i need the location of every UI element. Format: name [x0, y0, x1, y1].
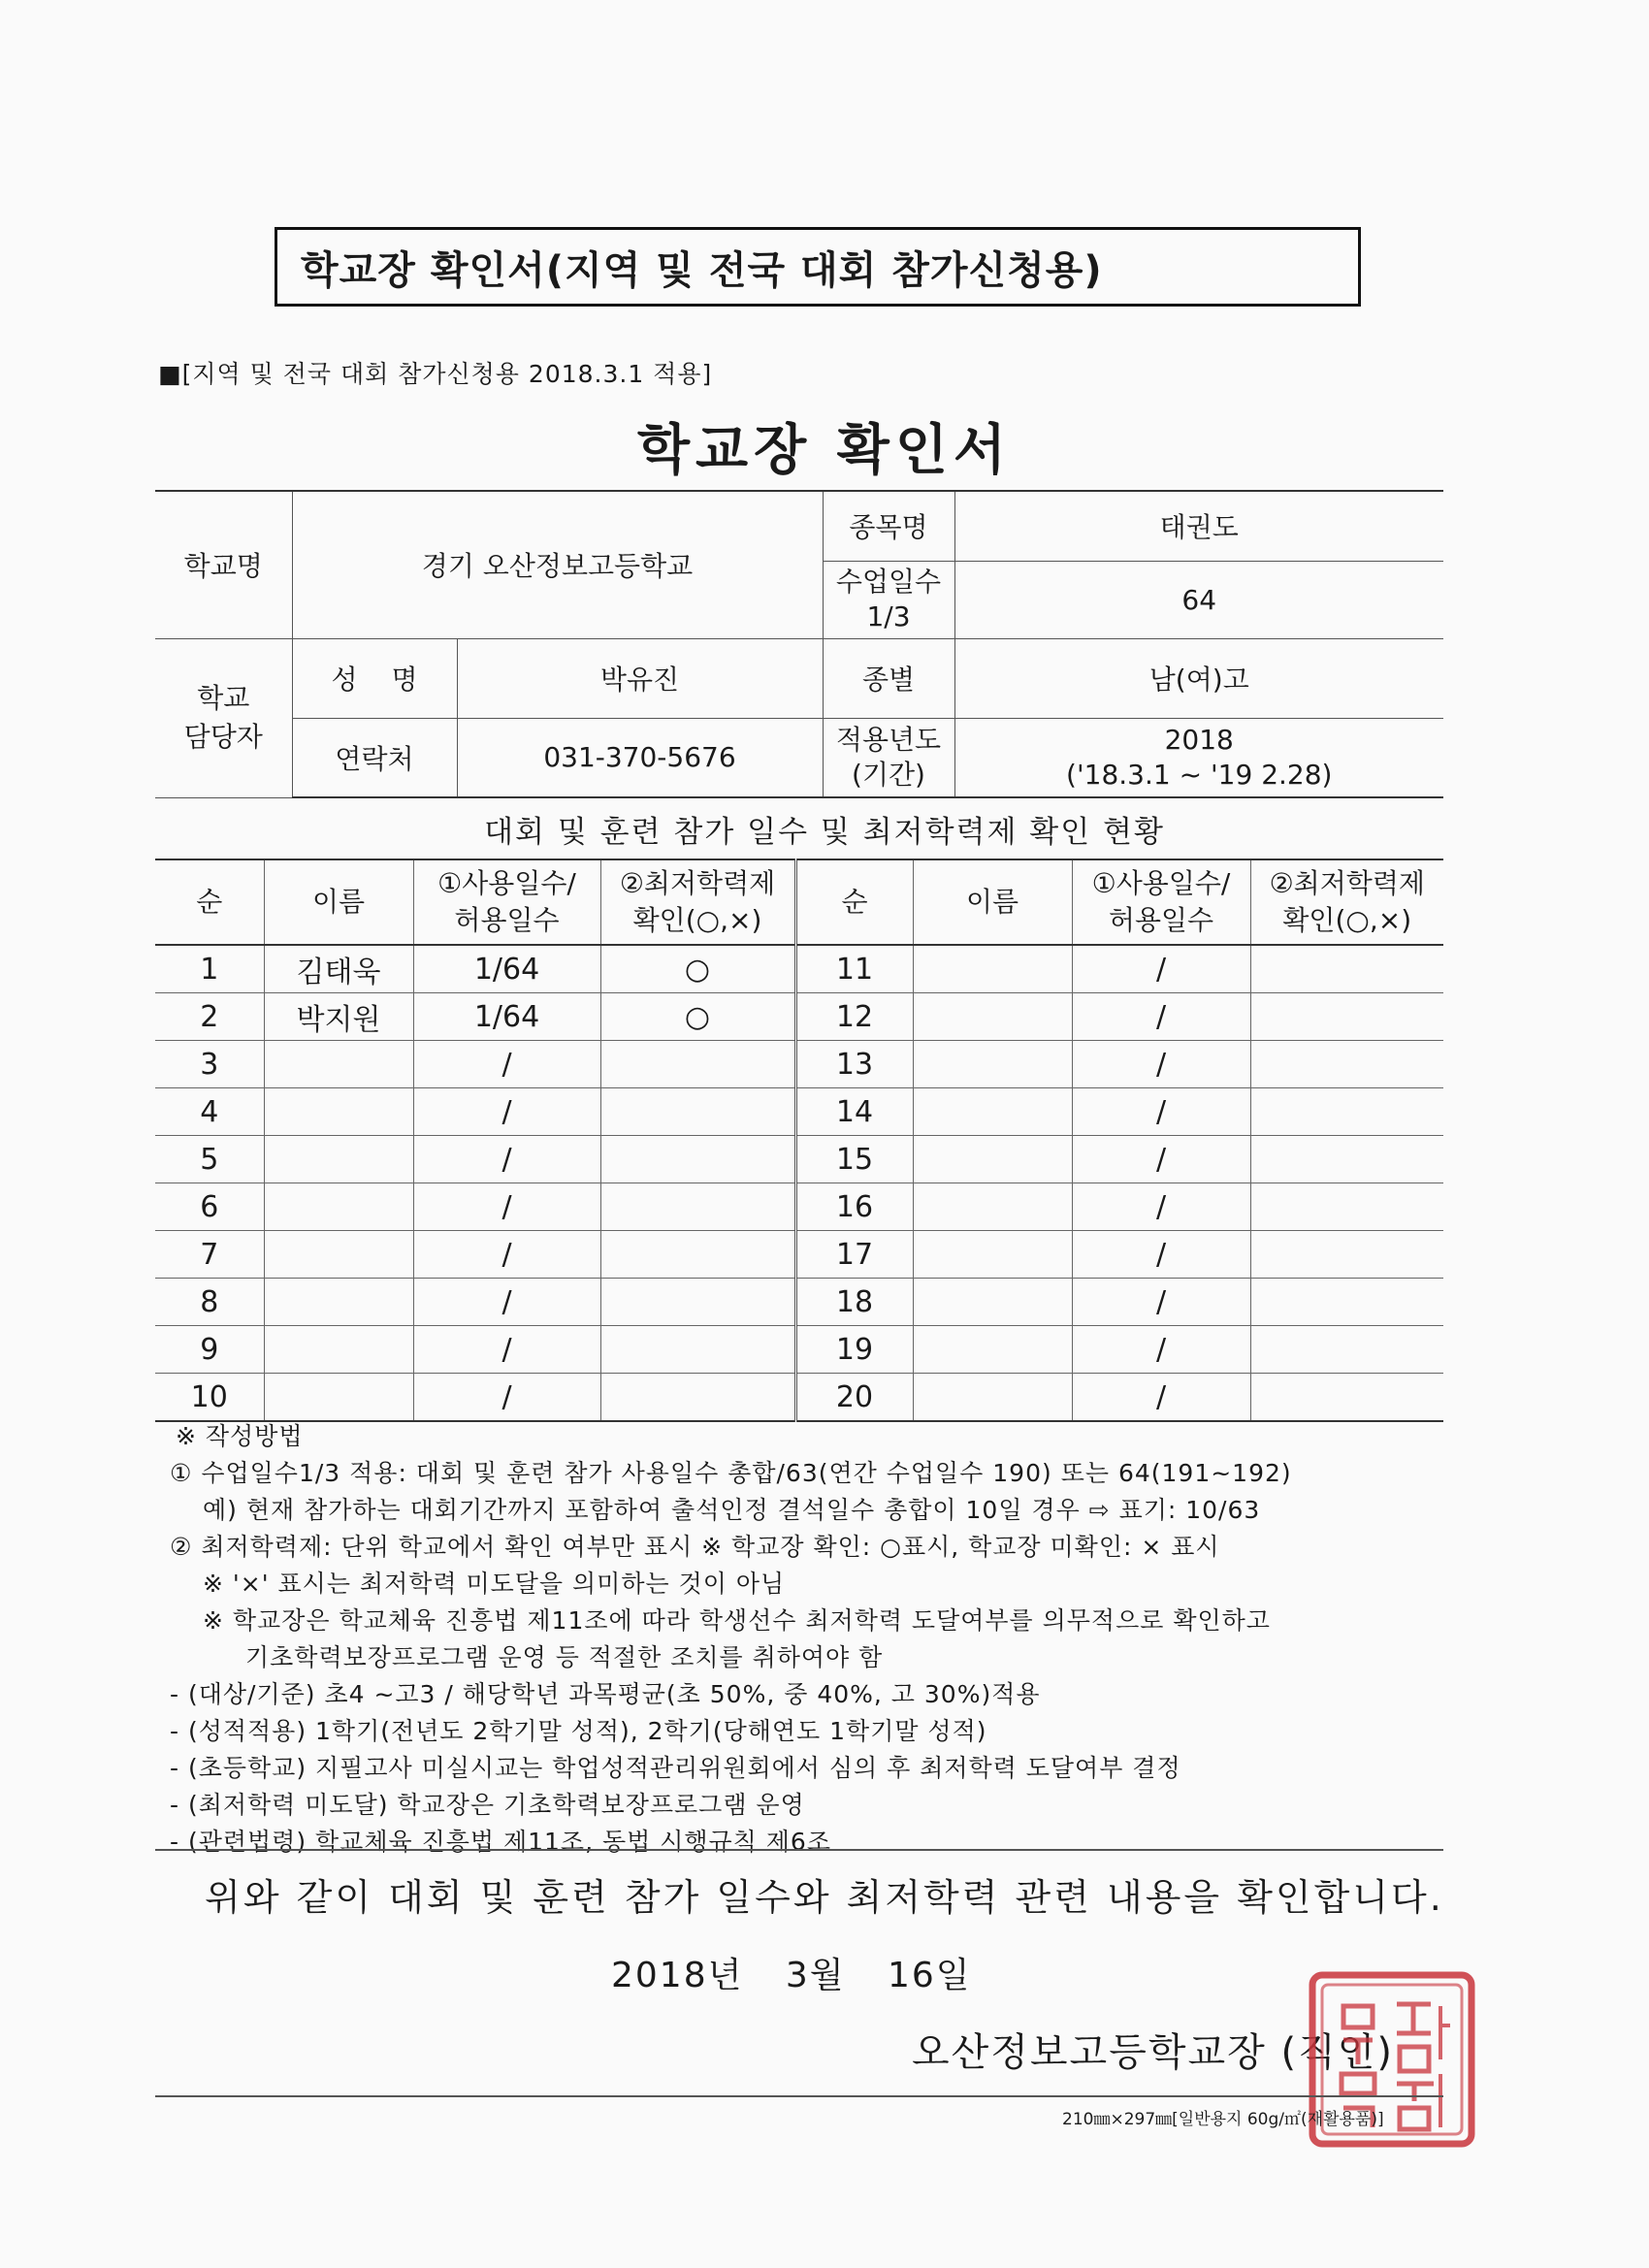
header-no-left: 순 [155, 859, 264, 945]
table-row [155, 993, 1443, 1041]
attendance-check [1250, 993, 1443, 1041]
attendance-name [264, 1041, 413, 1088]
attendance-check [600, 1231, 795, 1279]
period-value-range: ('18.3.1 ~ '19 2.28) [1066, 758, 1333, 791]
attendance-no: 4 [155, 1088, 264, 1136]
attendance-name [264, 1374, 413, 1422]
attendance-no: 9 [155, 1326, 264, 1374]
attendance-table [155, 859, 1443, 1422]
attendance-days: / [1072, 1041, 1250, 1088]
header-no-right: 순 [795, 859, 913, 945]
table-row [155, 1374, 1443, 1422]
attendance-name [913, 993, 1072, 1041]
period-value [954, 718, 1443, 797]
paper-spec-footnote: 210㎜×297㎜[일반용지 60g/㎡(재활용품)] [1062, 2110, 1384, 2129]
attendance-no: 13 [795, 1041, 913, 1088]
table-row [155, 1231, 1443, 1279]
attendance-check [600, 1183, 795, 1231]
attendance-check [600, 1136, 795, 1183]
attendance-no: 14 [795, 1088, 913, 1136]
contact-label: 연락처 [292, 718, 457, 797]
attendance-no: 15 [795, 1136, 913, 1183]
attendance-days: / [1072, 945, 1250, 993]
attendance-no: 1 [155, 945, 264, 993]
attendance-check [1250, 1279, 1443, 1326]
attendance-no: 16 [795, 1183, 913, 1231]
attendance-no: 8 [155, 1279, 264, 1326]
category-label: 종별 [823, 638, 954, 718]
attendance-days: / [413, 1088, 600, 1136]
attendance-no: 20 [795, 1374, 913, 1422]
attendance-no: 11 [795, 945, 913, 993]
attendance-days: / [413, 1279, 600, 1326]
attendance-name [913, 1041, 1072, 1088]
instruction-principal-note-cont: 기초학력보장프로그램 운영 등 적절한 조치를 취하여야 함 [245, 1643, 884, 1671]
header-days-right [1072, 859, 1250, 945]
attendance-days: / [1072, 1374, 1250, 1422]
confirmation-statement: 위와 같이 대회 및 훈련 참가 일수와 최저학력 관련 내용을 확인합니다. [205, 1876, 1444, 1919]
table-row [155, 1088, 1443, 1136]
instruction-days-example: 예) 현재 참가하는 대회기간까지 포함하여 출석인정 결석일수 총합이 10일 경우 ⇨ 표기: 10/63 [203, 1496, 1261, 1524]
instruction-x-note: ※ '×' 표시는 최저학력 미도달을 의미하는 것이 아님 [203, 1570, 786, 1598]
header-days-right-line1: ①사용일수/ [1091, 867, 1231, 899]
instruction-grades: - (성적적용) 1학기(전년도 2학기말 성적), 2학기(당해연도 1학기말 성적) [170, 1717, 987, 1745]
table-row [155, 945, 1443, 993]
attendance-days: / [1072, 993, 1250, 1041]
attendance-check [1250, 1041, 1443, 1088]
attendance-check [1250, 1231, 1443, 1279]
attendance-no: 18 [795, 1279, 913, 1326]
attendance-name: 김태욱 [264, 945, 413, 993]
header-days-left-line1: ①사용일수/ [437, 867, 576, 899]
attendance-name [264, 1183, 413, 1231]
manager-label-line2: 담당자 [183, 721, 263, 753]
attendance-no: 5 [155, 1136, 264, 1183]
attendance-days: 1/64 [413, 945, 600, 993]
attendance-days: / [1072, 1326, 1250, 1374]
attendance-no: 19 [795, 1326, 913, 1374]
header-days-right-line2: 허용일수 [1108, 904, 1214, 936]
table-row [155, 1279, 1443, 1326]
divider-line [155, 1849, 1443, 1851]
attendance-name [913, 1183, 1072, 1231]
header-name-left: 이름 [264, 859, 413, 945]
event-label: 종목명 [823, 491, 954, 561]
instruction-principal-note: ※ 학교장은 학교체육 진흥법 제11조에 따라 학생선수 최저학력 도달여부를 의무적으로 확인하고 [203, 1606, 1271, 1635]
attendance-name [264, 1279, 413, 1326]
attendance-check [1250, 1136, 1443, 1183]
attendance-check [1250, 1326, 1443, 1374]
school-days-label [823, 561, 954, 638]
instruction-days: ① 수업일수1/3 적용: 대회 및 훈련 참가 사용일수 총합/63(연간 수업일수 190) 또는 64(191~192) [170, 1459, 1292, 1487]
period-value-year: 2018 [1164, 723, 1234, 756]
footer-divider [155, 2095, 1443, 2097]
manager-name-value: 박유진 [457, 638, 823, 718]
header-check-right-line1: ②최저학력제 [1269, 867, 1425, 899]
header-days-left [413, 859, 600, 945]
table-row [155, 1326, 1443, 1374]
instruction-min-academic: ② 최저학력제: 단위 학교에서 확인 여부만 표시 ※ 학교장 확인: ○표시, 학교장 미확인: × 표시 [170, 1533, 1220, 1561]
header-title: 학교장 확인서(지역 및 전국 대회 참가신청용) [301, 247, 1103, 293]
instructions-heading: ※ 작성방법 [176, 1422, 304, 1450]
contact-value: 031-370-5676 [457, 718, 823, 797]
attendance-days: / [413, 1183, 600, 1231]
attendance-days: / [413, 1231, 600, 1279]
header-title-box [275, 227, 1361, 307]
attendance-check [600, 1041, 795, 1088]
school-name-value: 경기 오산정보고등학교 [292, 491, 823, 638]
school-name-label: 학교명 [155, 491, 292, 638]
school-days-value: 64 [954, 561, 1443, 638]
header-days-left-line2: 허용일수 [454, 904, 560, 936]
header-check-right [1250, 859, 1443, 945]
manager-label [155, 638, 292, 797]
attendance-no: 7 [155, 1231, 264, 1279]
attendance-days: / [413, 1041, 600, 1088]
header-check-left-line1: ②최저학력제 [619, 867, 776, 899]
document-title: 학교장 확인서 [636, 419, 1013, 482]
school-days-label-line2: 1/3 [866, 600, 911, 632]
attendance-name [913, 1231, 1072, 1279]
attendance-days: / [1072, 1183, 1250, 1231]
attendance-days: / [1072, 1088, 1250, 1136]
attendance-days: / [413, 1374, 600, 1422]
instruction-law: - (관련법령) 학교체육 진흥법 제11조, 동법 시행규칙 제6조 [170, 1828, 831, 1856]
table-row [155, 1183, 1443, 1231]
attendance-check [1250, 1374, 1443, 1422]
attendance-check [600, 1088, 795, 1136]
attendance-check: ○ [600, 945, 795, 993]
attendance-check [600, 1326, 795, 1374]
attendance-check: ○ [600, 993, 795, 1041]
instruction-elementary: - (초등학교) 지필고사 미실시교는 학업성적관리위원회에서 심의 후 최저학력 도달여부 결정 [170, 1754, 1181, 1782]
attendance-name [913, 1374, 1072, 1422]
attendance-name [913, 1279, 1072, 1326]
period-label [823, 718, 954, 797]
applicable-note: ■[지역 및 전국 대회 참가신청용 2018.3.1 적용] [158, 360, 713, 388]
writing-instructions [170, 1418, 1470, 1861]
table-row [155, 1136, 1443, 1183]
instruction-below-min: - (최저학력 미도달) 학교장은 기초학력보장프로그램 운영 [170, 1791, 805, 1819]
period-label-line1: 적용년도 [835, 723, 942, 756]
manager-name-label: 성 명 [292, 638, 457, 718]
attendance-no: 3 [155, 1041, 264, 1088]
attendance-section-title: 대회 및 훈련 참가 일수 및 최저학력제 확인 현황 [484, 815, 1165, 850]
attendance-header-row [155, 859, 1443, 945]
attendance-check [1250, 945, 1443, 993]
attendance-name [913, 1088, 1072, 1136]
attendance-name [264, 1088, 413, 1136]
table-row [155, 1041, 1443, 1088]
event-value: 태권도 [954, 491, 1443, 561]
instruction-target: - (대상/기준) 초4 ~고3 / 해당학년 과목평균(초 50%, 중 40%, 고 30%)적용 [170, 1680, 1041, 1708]
attendance-check [600, 1279, 795, 1326]
attendance-no: 2 [155, 993, 264, 1041]
attendance-name: 박지원 [264, 993, 413, 1041]
principal-signature-line: 오산정보고등학교장 (직인) [912, 2030, 1394, 2075]
category-value: 남(여)고 [954, 638, 1443, 718]
header-name-right: 이름 [913, 859, 1072, 945]
attendance-no: 12 [795, 993, 913, 1041]
attendance-check [1250, 1088, 1443, 1136]
attendance-no: 10 [155, 1374, 264, 1422]
period-label-line2: (기간) [852, 758, 925, 791]
header-check-right-line2: 확인(○,×) [1282, 904, 1412, 936]
attendance-days: 1/64 [413, 993, 600, 1041]
attendance-days: / [1072, 1231, 1250, 1279]
attendance-days: / [413, 1136, 600, 1183]
attendance-days: / [413, 1326, 600, 1374]
attendance-name [913, 945, 1072, 993]
header-check-left-line2: 확인(○,×) [632, 904, 762, 936]
attendance-days: / [1072, 1279, 1250, 1326]
attendance-check [600, 1374, 795, 1422]
attendance-name [264, 1136, 413, 1183]
school-days-label-line1: 수업일수 [835, 566, 942, 598]
issue-date: 2018년 3월 16일 [611, 1956, 972, 1995]
attendance-name [264, 1326, 413, 1374]
attendance-name [913, 1326, 1072, 1374]
school-info-table [155, 490, 1443, 798]
attendance-no: 17 [795, 1231, 913, 1279]
attendance-check [1250, 1183, 1443, 1231]
attendance-no: 6 [155, 1183, 264, 1231]
attendance-name [913, 1136, 1072, 1183]
attendance-days: / [1072, 1136, 1250, 1183]
header-check-left [600, 859, 795, 945]
attendance-name [264, 1231, 413, 1279]
manager-label-line1: 학교 [197, 682, 250, 714]
